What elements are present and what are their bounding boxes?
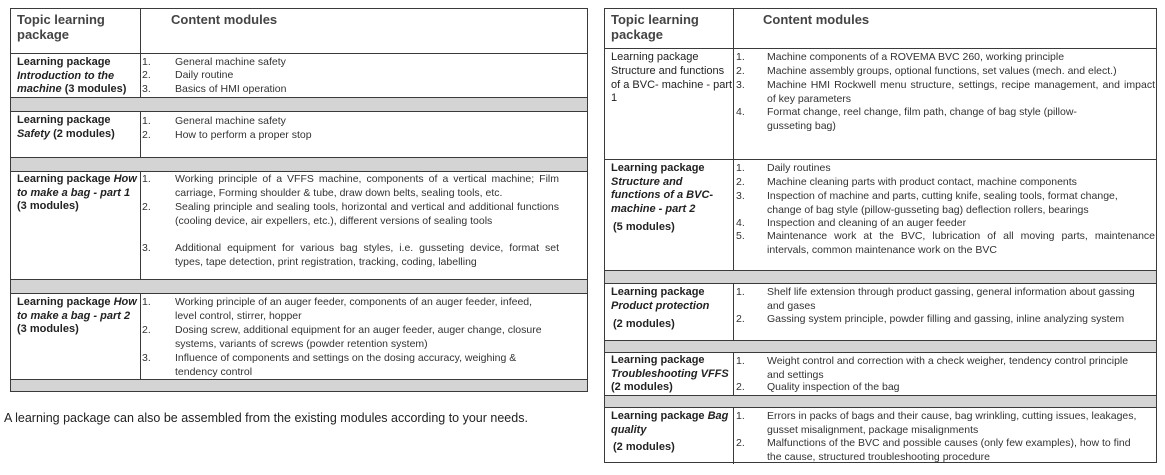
package-module-count: (3 modules) <box>17 200 79 212</box>
row-spacer <box>11 280 587 293</box>
column-divider <box>140 293 141 379</box>
row-divider <box>11 53 587 54</box>
left-modules-table <box>10 8 588 392</box>
package-title: How to make a bag - part 1 <box>17 173 137 199</box>
package-label: Learning package <box>611 410 705 422</box>
right-modules-table <box>604 8 1157 463</box>
row-spacer <box>605 341 1156 352</box>
package-title: Bag quality <box>611 410 729 436</box>
package-intro-to-machine <box>17 56 137 97</box>
package-title: Product protection <box>611 299 710 312</box>
package-bvc-part2 <box>611 162 729 216</box>
row-divider <box>605 283 1156 284</box>
row-divider <box>11 171 587 172</box>
row-divider <box>605 407 1156 408</box>
package-label: Learning package <box>17 296 111 308</box>
module-item: Basics of HMI operation <box>175 83 287 95</box>
package-module-count: (5 modules) <box>613 221 675 233</box>
module-item: Malfunctions of the BVC and possible causes (only few examples), how to find the cause, structured troubleshooting procedure <box>767 437 1131 463</box>
package-module-count: (2 modules) <box>611 381 673 393</box>
item-number: 1. <box>142 173 151 185</box>
item-number: 2. <box>736 437 745 449</box>
package-title: Structure and functions of a BVC- machine - part 2 <box>611 175 714 215</box>
item-number: 3. <box>142 242 151 254</box>
package-bvc-part1: Learning package <box>611 51 699 63</box>
item-number: 2. <box>142 324 151 336</box>
package-title: Structure and functions of a BVC- machine - part 1 <box>611 65 733 104</box>
package-module-count: (3 modules) <box>64 83 127 95</box>
package-bag-quality <box>611 410 729 437</box>
item-number: 1. <box>736 162 745 174</box>
module-item: Gassing system principle, powder filling and gassing, inline analyzing system <box>767 313 1125 325</box>
row-spacer <box>11 98 587 111</box>
row-spacer <box>11 380 587 391</box>
item-number: 2. <box>736 313 745 325</box>
module-item: Weight control and correction with a check weigher, tendency control principle and settings <box>767 355 1129 381</box>
module-item: Quality inspection of the bag <box>767 381 900 393</box>
row-spacer <box>605 396 1156 407</box>
module-item: Maintenance work at the BVC, lubrication of all moving parts, maintenance intervals, common maintenance work on the BVC <box>767 230 1155 256</box>
item-number: 2. <box>736 176 745 188</box>
item-number: 2. <box>736 65 745 77</box>
package-module-count: (2 modules) <box>613 318 675 330</box>
header-topic-package: Topic learning package <box>17 12 105 42</box>
row-spacer <box>605 271 1156 283</box>
package-title: Introduction to the machine <box>17 69 115 95</box>
row-divider <box>11 111 587 112</box>
item-number: 1. <box>142 296 151 308</box>
package-safety <box>17 114 135 141</box>
package-title: How to make a bag - part 2 <box>17 296 137 322</box>
package-label: Learning package <box>611 354 705 366</box>
module-item: Errors in packs of bags and their cause, bag wrinkling, cutting issues, leakages, gusset misalignment, package misalignments <box>767 410 1137 436</box>
module-item: Working principle of a VFFS machine, components of a vertical machine; Film carriage, Forming shoulder & tube, draw down belts, sealing tools, etc. <box>175 173 559 199</box>
row-divider <box>605 159 1156 160</box>
package-make-bag-part2 <box>17 296 137 337</box>
package-label: Learning package <box>611 162 705 174</box>
row-divider <box>11 293 587 294</box>
module-item: Daily routine <box>175 69 234 81</box>
column-divider <box>140 111 141 158</box>
item-number: 4. <box>736 217 745 229</box>
item-number: 1. <box>142 56 151 68</box>
package-module-count: (2 modules) <box>613 441 675 453</box>
package-product-protection <box>611 286 729 313</box>
item-number: 1. <box>736 51 745 63</box>
package-troubleshooting-vffs <box>611 354 729 395</box>
item-number: 1. <box>736 355 745 367</box>
item-number: 2. <box>142 201 151 213</box>
module-item: Dosing screw, additional equipment for an auger feeder, auger change, closure systems, variants of screws (powder retention system) <box>175 324 542 350</box>
item-number: 2. <box>142 129 151 141</box>
column-divider <box>733 352 734 395</box>
header-content-modules: Content modules <box>763 12 870 27</box>
module-item: Machine HMI Rockwell menu structure, settings, recipe management, and impact of key parameters <box>767 79 1155 105</box>
item-number: 3. <box>142 83 151 95</box>
module-item: Working principle of an auger feeder, components of an auger feeder, infeed, level control, stirrer, hopper <box>175 296 533 322</box>
module-item: Machine assembly groups, optional functions, set values (mech. and elect.) <box>767 65 1117 77</box>
item-number: 1. <box>736 286 745 298</box>
module-item: Inspection and cleaning of an auger feeder <box>767 217 967 229</box>
item-number: 3. <box>736 190 745 202</box>
column-divider <box>733 407 734 464</box>
module-item: How to perform a proper stop <box>175 129 312 141</box>
item-number: 2. <box>142 69 151 81</box>
module-item: Sealing principle and sealing tools, horizontal and vertical and additional functions (cooling device, air expellers, etc.), different versions of sealing tools <box>175 201 559 227</box>
module-item: Shelf life extension through product gassing, general information about gassing and gases <box>767 286 1135 312</box>
module-item: General machine safety <box>175 56 286 68</box>
row-spacer <box>11 158 587 171</box>
package-label: Learning package <box>611 286 705 298</box>
package-module-count: (2 modules) <box>53 127 115 140</box>
item-number: 1. <box>736 410 745 422</box>
package-module-count: (3 modules) <box>17 323 79 335</box>
package-label: Learning package <box>17 114 111 126</box>
item-number: 2. <box>736 381 745 393</box>
package-make-bag-part1 <box>17 173 137 214</box>
header-topic-package: Topic learning package <box>611 12 699 42</box>
module-item: Influence of components and settings on the dosing accuracy, weighing & tendency control <box>175 352 517 378</box>
item-number: 5. <box>736 230 745 242</box>
module-item: Daily routines <box>767 162 831 174</box>
module-item: Format change, reel change, film path, change of bag style (pillow-gusseting bag) <box>767 106 1077 132</box>
module-item: General machine safety <box>175 115 286 127</box>
row-divider <box>605 352 1156 353</box>
footnote: A learning package can also be assembled from the existing modules according to your needs. <box>4 411 528 425</box>
package-title: Safety <box>17 127 51 140</box>
column-divider <box>733 283 734 340</box>
column-divider <box>140 171 141 295</box>
row-divider <box>605 48 1156 49</box>
item-number: 1. <box>142 115 151 127</box>
item-number: 4. <box>736 106 745 118</box>
package-title: Troubleshooting VFFS <box>611 367 729 380</box>
item-number: 3. <box>736 79 745 91</box>
header-content-modules: Content modules <box>171 12 278 27</box>
module-item: Inspection of machine and parts, cutting knife, sealing tools, format change, change of bag style (pillow-gusseting bag) deflection rollers, bearings <box>767 190 1118 216</box>
package-label: Learning package <box>17 173 111 185</box>
item-number: 3. <box>142 352 151 364</box>
module-item: Additional equipment for various bag styles, i.e. gusseting device, format set types, tape detection, print registration, tracking, coding, labelling <box>175 242 559 268</box>
module-item: Machine components of a ROVEMA BVC 260, working principle <box>767 51 1065 63</box>
module-item: Machine cleaning parts with product contact, machine components <box>767 176 1077 188</box>
package-label: Learning package <box>17 56 111 68</box>
